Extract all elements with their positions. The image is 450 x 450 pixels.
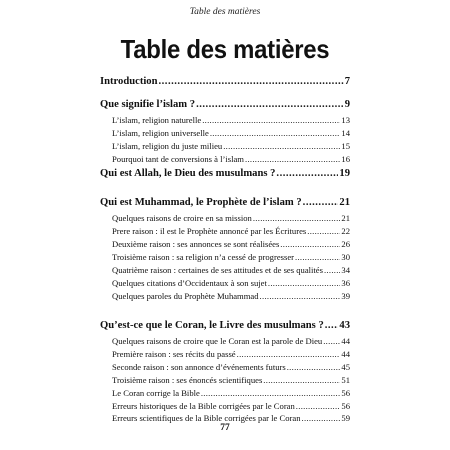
toc-section[interactable]: [112, 336, 350, 346]
dot-leader: [323, 336, 340, 346]
dot-leader: [201, 388, 341, 398]
dot-leader: [325, 320, 339, 331]
dot-leader: [296, 401, 341, 411]
toc-section[interactable]: [112, 154, 350, 164]
toc-section[interactable]: [112, 128, 350, 138]
toc-section-label: Erreurs historiques de la Bible corrigées par le Coran: [112, 401, 295, 411]
toc-chapter-label: Introduction: [100, 76, 158, 87]
running-head: Table des matières: [189, 7, 261, 17]
toc-section-label: Quelques raisons de croire que le Coran est la parole de Dieu: [112, 336, 323, 346]
toc-page-number: 45: [341, 362, 350, 372]
toc-page-number: 26: [341, 239, 350, 249]
toc-section[interactable]: [112, 115, 350, 125]
dot-leader: [268, 278, 341, 288]
toc-section[interactable]: [112, 239, 350, 249]
toc-page-number: 21: [341, 213, 350, 223]
dot-leader: [202, 115, 340, 125]
toc-section[interactable]: [112, 213, 350, 223]
dot-leader: [287, 362, 341, 372]
toc-chapter-introduction[interactable]: [100, 76, 350, 87]
toc-chapter-label: Qui est Allah, le Dieu des musulmans ?: [100, 168, 276, 179]
toc-page-number: 13: [341, 115, 350, 125]
toc-chapter-label: Que signifie l’islam ?: [100, 99, 196, 110]
toc-chapter-que-signifie-islam[interactable]: [100, 99, 350, 110]
toc-section[interactable]: [112, 401, 350, 411]
toc-section[interactable]: [112, 291, 350, 301]
toc-page-number: 22: [341, 226, 350, 236]
toc-section[interactable]: [112, 252, 350, 262]
toc-page-number: 43: [339, 320, 350, 331]
toc-section[interactable]: [112, 362, 350, 372]
toc-section[interactable]: [112, 413, 350, 423]
dot-leader: [302, 413, 341, 423]
toc-section[interactable]: [112, 388, 350, 398]
toc-page-number: 7: [344, 76, 350, 87]
toc-page-number: 39: [341, 291, 350, 301]
toc-section[interactable]: [112, 278, 350, 288]
toc-section-label: Le Coran corrige la Bible: [112, 388, 200, 398]
toc-chapter-label: Qui est Muhammad, le Prophète de l’islam ?: [100, 197, 302, 208]
toc-section-label: Troisième raison : sa religion n’a cessé de progresser: [112, 252, 295, 262]
toc-chapter-qui-est-allah[interactable]: [100, 168, 350, 179]
toc-page-number: 34: [341, 265, 350, 275]
toc-page-number: 36: [341, 278, 350, 288]
toc-section[interactable]: [112, 141, 350, 151]
toc-section[interactable]: [112, 349, 350, 359]
dot-leader: [223, 141, 340, 151]
toc-section-label: Deuxième raison : ses annonces se sont réalisées: [112, 239, 280, 249]
toc-page-number: 16: [341, 154, 350, 164]
toc-section-label: Troisième raison : ses énoncés scientifiques: [112, 375, 263, 385]
toc-page-number: 51: [341, 375, 350, 385]
toc-section-label: Pourquoi tant de conversions à l’islam: [112, 154, 244, 164]
toc-section-label: Quelques paroles du Prophète Muhammad: [112, 291, 259, 301]
dot-leader: [295, 252, 340, 262]
dot-leader: [263, 375, 340, 385]
page-number: 77: [220, 423, 230, 433]
toc-section-label: Erreurs scientifiques de la Bible corrigées par le Coran: [112, 413, 301, 423]
toc-page-number: 19: [339, 168, 350, 179]
toc-page-number: 14: [341, 128, 350, 138]
toc-section-label: Quatrième raison : certaines de ses attitudes et de ses qualités: [112, 265, 323, 275]
dot-leader: [324, 265, 340, 275]
toc-page-number: 56: [341, 388, 350, 398]
dot-leader: [245, 154, 340, 164]
toc-page-number: 15: [341, 141, 350, 151]
toc-page-number: 59: [341, 413, 350, 423]
toc-section[interactable]: [112, 265, 350, 275]
dot-leader: [159, 76, 344, 87]
toc-section-label: Quelques citations d’Occidentaux à son sujet: [112, 278, 267, 288]
dot-leader: [276, 168, 338, 179]
dot-leader: [303, 197, 339, 208]
dot-leader: [307, 226, 340, 236]
dot-leader: [210, 128, 341, 138]
toc-section[interactable]: [112, 226, 350, 236]
toc-section[interactable]: [112, 375, 350, 385]
toc-chapter-quest-ce-que-le-coran[interactable]: [100, 320, 350, 331]
toc-page-number: 44: [341, 336, 350, 346]
dot-leader: [196, 99, 344, 110]
dot-leader: [260, 291, 341, 301]
toc-section-label: L’islam, religion du juste milieu: [112, 141, 223, 151]
toc-page-number: 21: [339, 197, 350, 208]
dot-leader: [253, 213, 341, 223]
toc-chapter-qui-est-muhammad[interactable]: [100, 197, 350, 208]
toc-page-number: 9: [344, 99, 350, 110]
dot-leader: [280, 239, 340, 249]
toc-page-number: 56: [341, 401, 350, 411]
toc-section-label: Quelques raisons de croire en sa mission: [112, 213, 252, 223]
toc-section-label: Prere raison : il est le Prophète annoncé par les Écritures: [112, 226, 307, 236]
toc-section-label: Seconde raison : son annonce d’événements futurs: [112, 362, 286, 372]
toc-page-number: 44: [341, 349, 350, 359]
toc-chapter-label: Qu’est-ce que le Coran, le Livre des musulmans ?: [100, 320, 324, 331]
toc-section-label: L’islam, religion universelle: [112, 128, 209, 138]
dot-leader: [237, 349, 341, 359]
toc-section-label: Première raison : ses récits du passé: [112, 349, 236, 359]
toc-section-label: L’islam, religion naturelle: [112, 115, 202, 125]
toc-page-number: 30: [341, 252, 350, 262]
page-title: Table des matières: [120, 34, 330, 64]
